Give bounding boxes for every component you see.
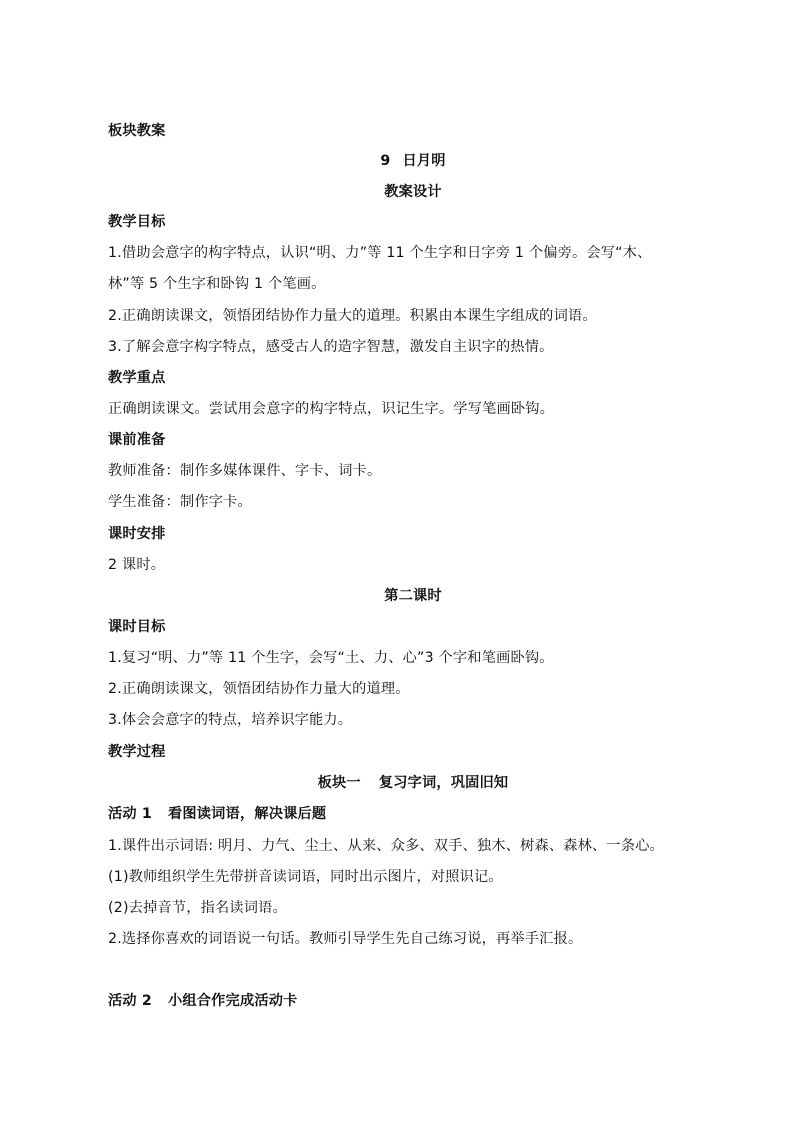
period-goal-1: 1.复习“明、力”等 11 个生字，会写“土、力、心”3 个字和笔画卧钩。 — [108, 650, 554, 666]
activity1-label: 活动 1 — [108, 806, 152, 822]
step-1-1: (1)教师组织学生先带拼音读词语，同时出示图片，对照识记。 — [108, 869, 503, 885]
activity2-label: 活动 2 — [108, 993, 152, 1009]
step-2: 2.选择你喜欢的词语说一句话。教师引导学生先自己练习说，再举手汇报。 — [108, 931, 583, 947]
goals-heading: 教学目标 — [108, 214, 166, 230]
prep-heading: 课前准备 — [108, 432, 166, 448]
key-heading: 教学重点 — [108, 370, 166, 386]
period-goal-2: 2.正确朗读课文，领悟团结协作力量大的道理。 — [108, 681, 410, 697]
student-prep: 学生准备：制作字卡。 — [108, 494, 252, 510]
lesson-title: 日月明 — [402, 153, 446, 169]
period-goals-heading: 课时目标 — [108, 619, 166, 635]
teacher-prep: 教师准备：制作多媒体课件、字卡、词卡。 — [108, 463, 382, 479]
block1-title: 复习字词，巩固旧知 — [378, 775, 509, 791]
key-text: 正确朗读课文。尝试用会意字的构字特点，识记生字。学写笔画卧钩。 — [108, 401, 555, 417]
schedule-text: 2 课时。 — [108, 557, 166, 573]
activity2-title: 小组合作完成活动卡 — [168, 993, 298, 1009]
step-1-2: (2)去掉音节，指名读词语。 — [108, 900, 287, 916]
design-title: 教案设计 — [384, 184, 442, 200]
block1-heading — [108, 773, 718, 793]
step-1: 1.课件出示词语: 明月、力气、尘土、从来、众多、双手、独木、树森、森林、一条心。 — [108, 838, 664, 854]
activity2-heading — [108, 991, 738, 1011]
header-label: 板块教案 — [108, 123, 166, 139]
goal-1b: 林”等 5 个生字和卧钩 1 个笔画。 — [108, 276, 326, 292]
schedule-heading: 课时安排 — [108, 526, 166, 542]
process-heading: 教学过程 — [108, 744, 166, 760]
block1-label: 板块一 — [317, 775, 361, 791]
lesson-title-line — [108, 151, 718, 171]
goal-3: 3.了解会意字构字特点，感受古人的造字智慧，激发自主识字的热情。 — [108, 339, 554, 355]
activity1-title: 看图读词语，解决课后题 — [168, 806, 327, 822]
activity1-heading — [108, 804, 738, 824]
lesson-number: 9 — [380, 153, 391, 169]
period-goal-3: 3.体会会意字的特点，培养识字能力。 — [108, 712, 353, 728]
goal-1a: 1.借助会意字的构字特点，认识“明、力”等 11 个生字和日字旁 1 个偏旁。会写“木、 — [108, 245, 652, 261]
period-title: 第二课时 — [384, 588, 442, 604]
goal-2: 2.正确朗读课文，领悟团结协作力量大的道理。积累由本课生字组成的词语。 — [108, 308, 597, 324]
